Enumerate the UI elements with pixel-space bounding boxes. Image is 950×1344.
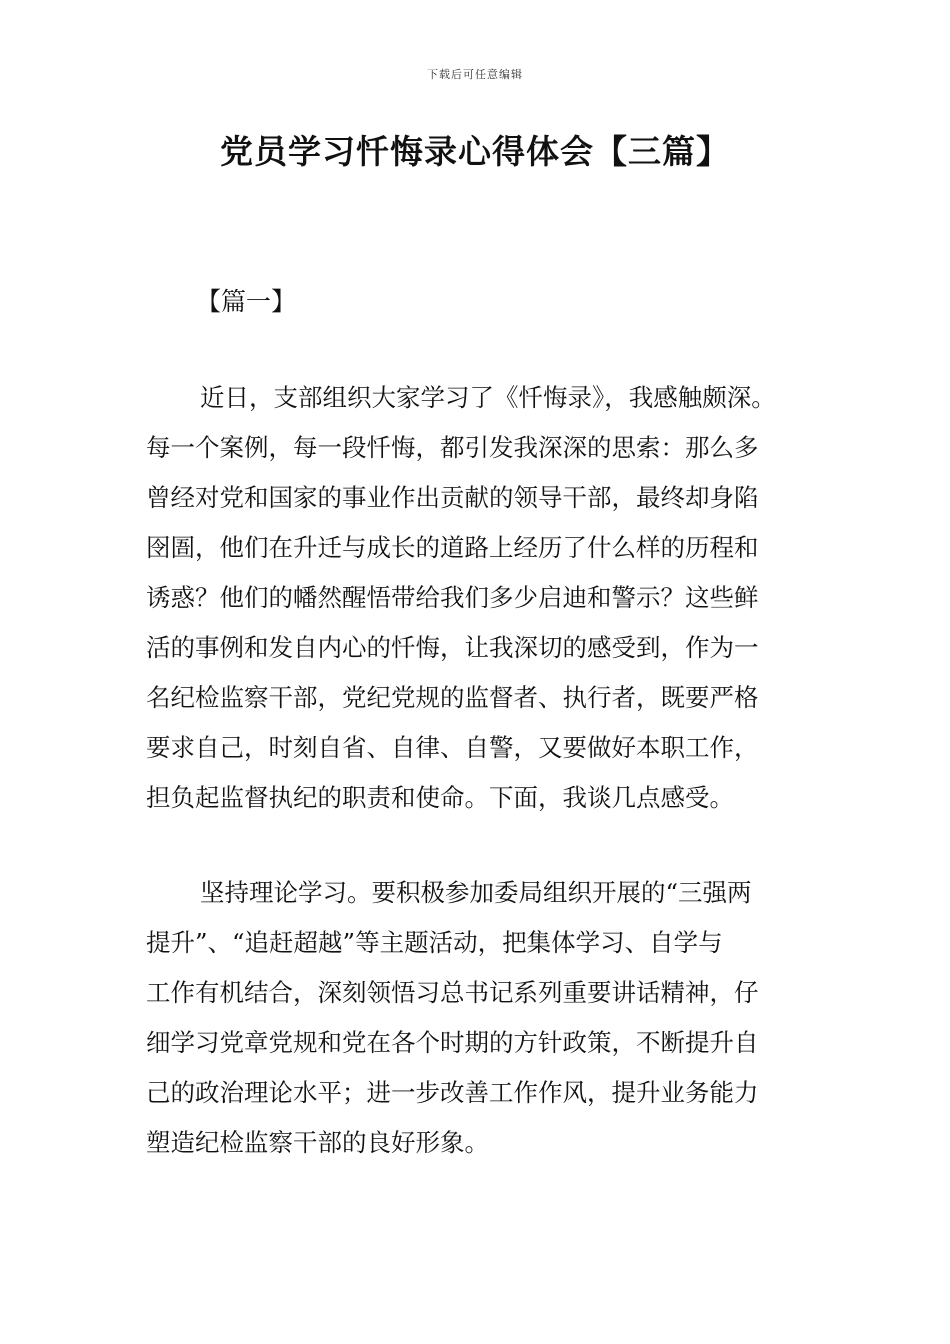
paragraph-line: 曾经对党和国家的事业作出贡献的领导干部，最终却身陷 (146, 483, 759, 512)
paragraph-line: 要求自己，时刻自省、自律、自警，又要做好本职工作， (146, 733, 759, 762)
header-note: 下载后可任意编辑 (427, 68, 523, 81)
paragraph-line: 细学习党章党规和党在各个时期的方针政策，不断提升自 (146, 1028, 759, 1057)
document-title: 党员学习忏悔录心得体会【三篇】 (220, 132, 730, 171)
paragraph-line: 工作有机结合，深刻领悟习总书记系列重要讲话精神，仔 (146, 978, 759, 1007)
paragraph-2 (146, 868, 826, 1168)
paragraph-line: 提升”、“追赶超越”等主题活动，把集体学习、自学与 (146, 928, 723, 957)
paragraph-line: 己的政治理论水平；进一步改善工作作风，提升业务能力 (146, 1078, 759, 1107)
paragraph-line: 担负起监督执纪的职责和使命。下面，我谈几点感受。 (146, 783, 734, 812)
paragraph-line: 坚持理论学习。要积极参加委局组织开展的“三强两 (200, 878, 752, 907)
paragraph-line: 活的事例和发自内心的忏悔，让我深切的感受到，作为一 (146, 633, 759, 662)
paragraph-line: 名纪检监察干部，党纪党规的监督者、执行者，既要严格 (146, 683, 759, 712)
paragraph-line: 近日，支部组织大家学习了《忏悔录》，我感触颇深。 (200, 383, 776, 412)
paragraph-line: 塑造纪检监察干部的良好形象。 (146, 1128, 489, 1157)
paragraph-line: 诱惑？他们的幡然醒悟带给我们多少启迪和警示？这些鲜 (146, 583, 759, 612)
section-heading: 【篇一】 (196, 287, 297, 316)
paragraph-line: 囹圄，他们在升迁与成长的道路上经历了什么样的历程和 (146, 533, 759, 562)
paragraph-line: 每一个案例，每一段忏悔，都引发我深深的思索：那么多 (146, 433, 759, 462)
paragraph-1 (146, 373, 826, 823)
